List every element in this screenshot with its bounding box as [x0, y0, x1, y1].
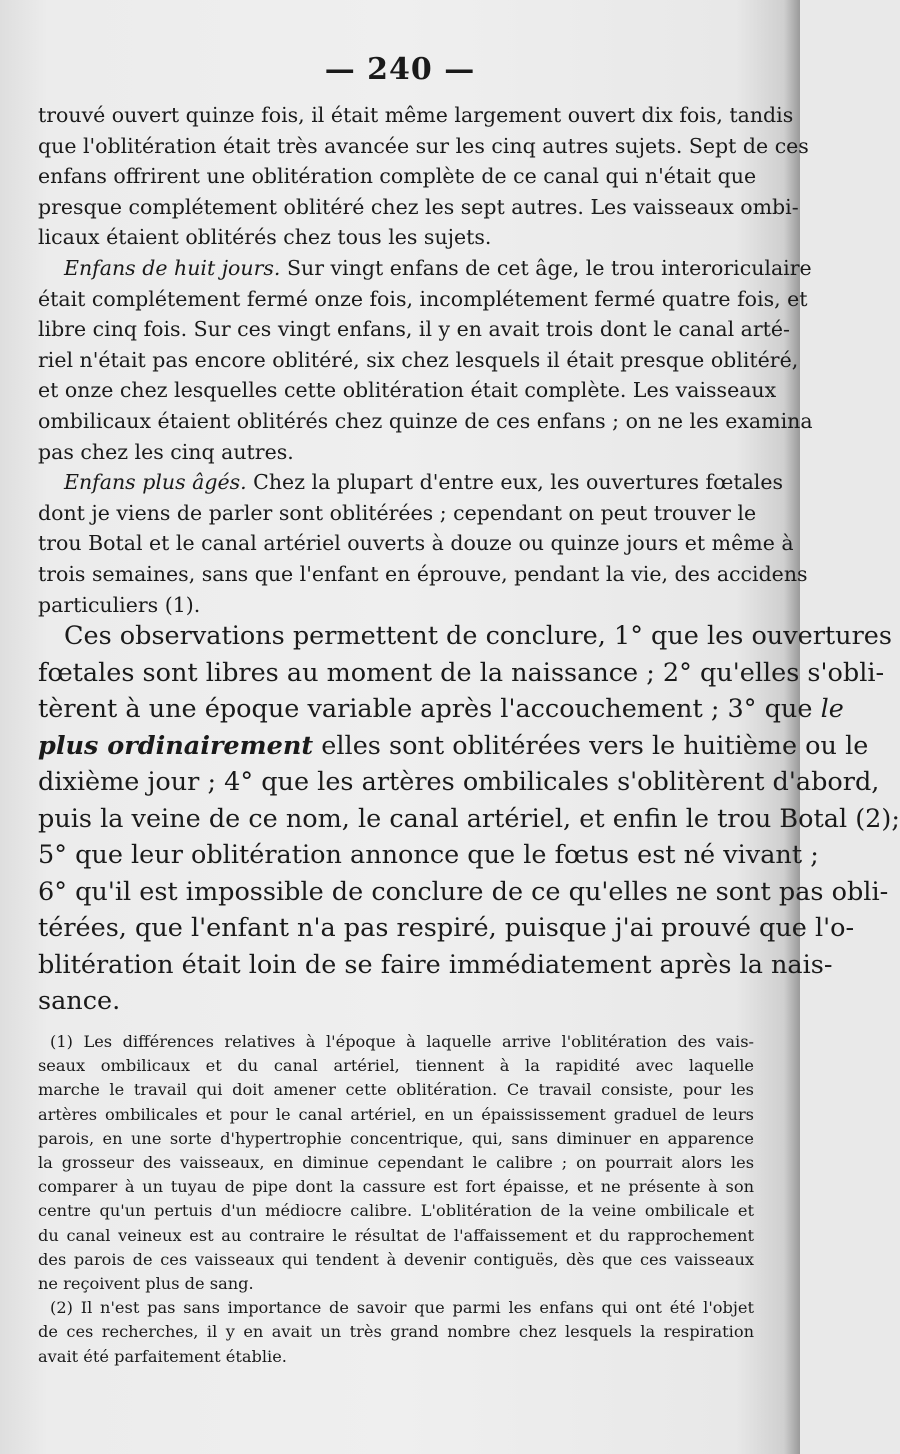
paragraph-plus-ages — [38, 467, 808, 620]
text-line: que l'oblitération était très avancée sur les cinq autres sujets. Sept de ces — [38, 133, 809, 158]
text-line: 5° que leur oblitération annonce que le fœtus est né vivant ; — [38, 840, 819, 870]
text-line: (1) Les différences relatives à l'époque à laquelle arrive l'oblitération des vais- — [50, 1032, 754, 1051]
text-line: seaux ombilicaux et du canal artériel, tiennent à la rapidité avec laquelle — [38, 1056, 754, 1076]
text-line: plus ordinairement elles sont oblitérées vers le huitième ou le — [38, 730, 869, 761]
text-line: ombilicaux étaient oblitérés chez quinze de ces enfans ; on ne les examina — [38, 408, 813, 433]
text-line: ne reçoivent plus de sang. — [38, 1274, 254, 1294]
text-line: 6° qu'il est impossible de conclure de ce qu'elles ne sont pas obli- — [38, 876, 889, 907]
text-line: comparer à un tuyau de pipe dont la cassure est fort épaisse, et ne présente à son — [38, 1177, 754, 1197]
emphasis: le — [820, 694, 844, 724]
text-line: dont je viens de parler sont oblitérées ; cependant on peut trouver le — [38, 500, 757, 525]
text-line: puis la veine de ce nom, le canal artériel, et enfin le trou Botal (2); — [38, 803, 900, 834]
text-line: la grosseur des vaisseaux, en diminue cependant le calibre ; on pourrait alors les — [38, 1153, 754, 1173]
text-line: trois semaines, sans que l'enfant en éprouve, pendant la vie, des accidens — [38, 561, 808, 586]
footnote-1 — [38, 1030, 754, 1296]
text-line: du canal veineux est au contraire le résultat de l'affaissement et du rapprochement — [38, 1225, 754, 1245]
text-line: Ces observations permettent de conclure, 1° que les ouvertures — [64, 621, 892, 651]
text-line: de ces recherches, il y en avait un très grand nombre chez lesquels la respiration — [38, 1322, 754, 1342]
text-line: parois, en une sorte d'hypertrophie concentrique, qui, sans diminuer en apparence — [38, 1128, 754, 1148]
text-line: centre qu'un pertuis d'un médiocre calibre. L'oblitération de la veine ombilicale et — [38, 1201, 754, 1221]
paragraph-huit-jours — [38, 253, 813, 467]
text-line: térées, que l'enfant n'a pas respiré, puisque j'ai prouvé que l'o- — [38, 913, 855, 943]
section-lead: Enfans de huit jours. — [64, 255, 281, 280]
page-number: — 240 — — [324, 52, 476, 87]
text-line: trou Botal et le canal artériel ouverts à douze ou quinze jours et même à — [38, 531, 794, 556]
text-line: riel n'était pas encore oblitéré, six chez lesquels il était presque oblitéré, — [38, 347, 799, 372]
text-line: pas chez les cinq autres. — [38, 439, 294, 464]
text-line: était complétement fermé onze fois, incomplétement fermé quatre fois, et — [38, 286, 808, 311]
text-line: blitération était loin de se faire immédiatement après la nais- — [38, 949, 833, 980]
text-line: sance. — [38, 986, 121, 1016]
text-line: et onze chez lesquelles cette oblitération était complète. Les vaisseaux — [38, 378, 777, 403]
text-line: des parois de ces vaisseaux qui tendent à devenir contiguës, dès que ces vaisseaux — [38, 1249, 754, 1269]
text-line: enfans offrirent une oblitération complète de ce canal qui n'était que — [38, 164, 757, 189]
conclusion-paragraph — [38, 618, 900, 1020]
section-lead: Enfans plus âgés. — [64, 470, 247, 495]
paragraph-1 — [38, 100, 809, 253]
footnotes — [38, 1030, 754, 1369]
text-line: artères ombilicales et pour le canal artériel, en un épaississement graduel de leurs — [38, 1104, 754, 1124]
text-line: (2) Il n'est pas sans importance de savoir que parmi les enfans qui ont été l'objet — [50, 1298, 754, 1318]
text-line: Enfans plus âgés. Chez la plupart d'entre eux, les ouvertures fœtales — [64, 470, 784, 495]
text-line: libre cinq fois. Sur ces vingt enfans, il y en avait trois dont le canal arté- — [38, 317, 790, 342]
text-line: presque complétement oblitéré chez les sept autres. Les vaisseaux ombi- — [38, 194, 799, 219]
text-line: avait été parfaitement établie. — [38, 1346, 287, 1366]
text-line: particuliers (1). — [38, 592, 201, 617]
text-line: fœtales sont libres au moment de la naissance ; 2° qu'elles s'obli- — [38, 657, 885, 688]
body-text — [38, 100, 813, 620]
text-line: Enfans de huit jours. Sur vingt enfans de cet âge, le trou interoriculaire — [64, 255, 812, 280]
text-line: dixième jour ; 4° que les artères ombilicales s'oblitèrent d'abord, — [38, 767, 880, 797]
footnote-2 — [38, 1296, 754, 1369]
text-line: licaux étaient oblitérés chez tous les sujets. — [38, 225, 492, 250]
text-line: tèrent à une époque variable après l'accouchement ; 3° que le — [38, 694, 844, 724]
emphasis: plus ordinairement — [38, 730, 314, 761]
text-line: marche le travail qui doit amener cette oblitération. Ce travail consiste, pour les — [38, 1080, 754, 1100]
text-line: trouvé ouvert quinze fois, il était même largement ouvert dix fois, tandis — [38, 103, 794, 127]
